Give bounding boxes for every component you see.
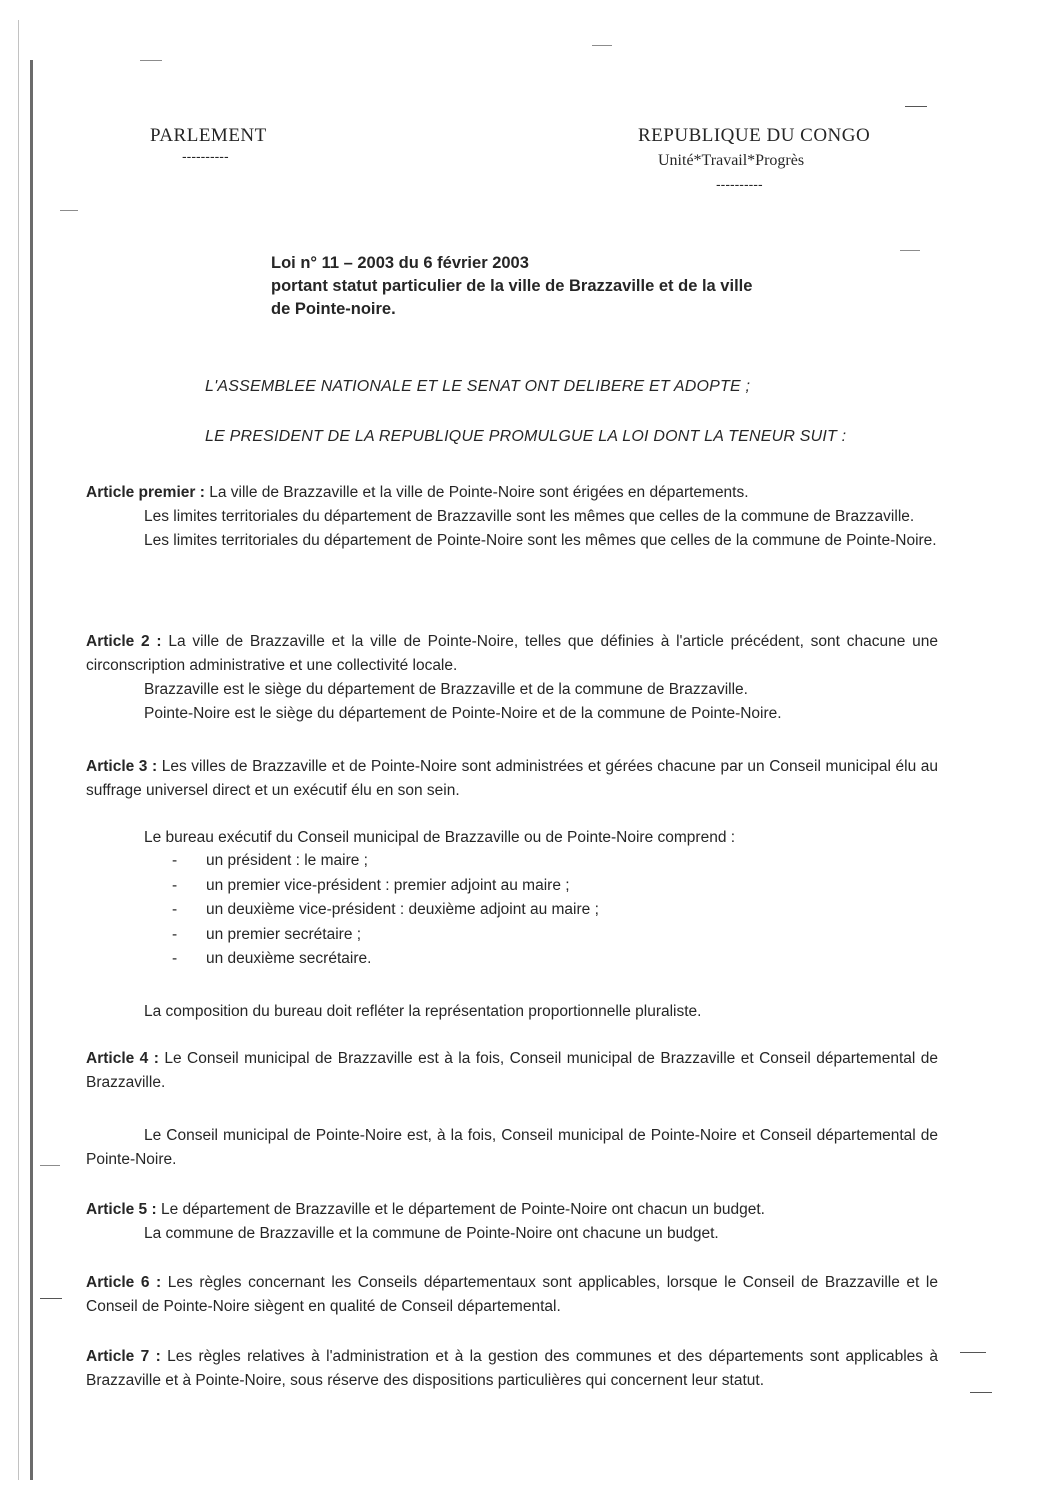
- list-item: - un premier vice-président : premier adjoint au maire ;: [172, 876, 570, 894]
- article-3-composition: [86, 1000, 938, 1024]
- article-6-heading: Article 6 :: [86, 1274, 162, 1291]
- article-3-heading: Article 3 :: [86, 758, 158, 775]
- article-7: [86, 1345, 938, 1393]
- article-4-text: Le Conseil municipal de Brazzaville est à la fois, Conseil municipal de Brazzaville et Conseil départemental de Brazzaville.: [86, 1050, 939, 1091]
- scan-artifact: [900, 250, 920, 251]
- scan-artifact: [960, 1352, 986, 1353]
- article-1-paragraph-2: Les limites territoriales du département de Brazzaville sont les mêmes que celles de la commune de Brazzaville.: [144, 508, 915, 525]
- parliament-title: PARLEMENT: [150, 125, 267, 146]
- article-3: [86, 755, 938, 803]
- article-2-text: La ville de Brazzaville et la ville de Pointe-Noire, telles que définies à l'article précédent, sont chacune une circonscription administrative et une collectivité locale.: [86, 633, 938, 674]
- article-4: [86, 1047, 938, 1095]
- list-item: - un deuxième secrétaire.: [172, 950, 372, 967]
- article-5-heading: Article 5 :: [86, 1201, 157, 1218]
- article-1-paragraph-3: Les limites territoriales du département de Pointe-Noire sont les mêmes que celles de la commune de Pointe-Noire.: [144, 532, 937, 549]
- national-motto: Unité*Travail*Progrès: [658, 152, 805, 169]
- article-2-paragraph-2: Brazzaville est le siège du département de Brazzaville et de la commune de Brazzaville.: [144, 681, 748, 698]
- article-6: [86, 1271, 938, 1319]
- scan-edge-line: [18, 20, 19, 1480]
- article-5-paragraph-2: La commune de Brazzaville et la commune de Pointe-Noire ont chacune un budget.: [144, 1225, 719, 1242]
- assembly-declaration: L'ASSEMBLEE NATIONALE ET LE SENAT ONT DELIBERE ET ADOPTE ;: [205, 378, 751, 395]
- scan-artifact: [40, 1298, 62, 1299]
- list-item: - un président : le maire ;: [172, 852, 368, 869]
- header-right-dashes: ----------: [716, 176, 763, 192]
- law-title-line-2: portant statut particulier de la ville de Brazzaville et de la ville: [271, 277, 753, 295]
- article-4-paragraph-2: Le Conseil municipal de Pointe-Noire est, à la fois, Conseil municipal de Pointe-Noire et Conseil départemental de Pointe-Noire.: [86, 1127, 938, 1168]
- article-3-bureau: [86, 826, 938, 850]
- president-declaration: LE PRESIDENT DE LA REPUBLIQUE PROMULGUE LA LOI DONT LA TENEUR SUIT :: [205, 428, 847, 445]
- article-3-text: Les villes de Brazzaville et de Pointe-Noire sont administrées et gérées chacune par un Conseil municipal élu au suffrage universel direct et un exécutif élu en son sein.: [86, 758, 939, 799]
- article-2: [86, 630, 938, 726]
- article-7-heading: Article 7 :: [86, 1348, 161, 1365]
- scan-artifact: [40, 1165, 60, 1166]
- scan-artifact: [970, 1392, 992, 1393]
- binding-edge-line: [30, 60, 33, 1480]
- republic-title: REPUBLIQUE DU CONGO: [638, 125, 871, 146]
- article-1-text: La ville de Brazzaville et la ville de Pointe-Noire sont érigées en départements.: [204, 484, 749, 501]
- article-1: [86, 481, 938, 553]
- law-title: [271, 252, 831, 321]
- article-3-paragraph-2: Le bureau exécutif du Conseil municipal de Brazzaville ou de Pointe-Noire comprend :: [144, 829, 736, 846]
- law-title-line-1: Loi n° 11 – 2003 du 6 février 2003: [271, 254, 529, 272]
- scan-artifact: [60, 210, 78, 211]
- law-title-line-3: de Pointe-noire.: [271, 300, 396, 318]
- scan-artifact: [592, 45, 612, 46]
- article-5-text: Le département de Brazzaville et le département de Pointe-Noire ont chacun un budget.: [156, 1201, 765, 1218]
- article-1-heading: Article premier :: [86, 484, 205, 501]
- article-4-part-2: [86, 1124, 938, 1172]
- article-4-heading: Article 4 :: [86, 1050, 159, 1067]
- article-2-paragraph-3: Pointe-Noire est le siège du département de Pointe-Noire et de la commune de Pointe-Noire.: [144, 705, 782, 722]
- scan-artifact: [905, 106, 927, 107]
- article-3-paragraph-3: La composition du bureau doit refléter la représentation proportionnelle pluraliste.: [144, 1003, 702, 1020]
- article-6-text: Les règles concernant les Conseils départementaux sont applicables, lorsque le Conseil de Brazzaville et le Conseil de Pointe-Noire siègent en qualité de Conseil départemental.: [86, 1274, 938, 1315]
- scan-artifact: [140, 60, 162, 61]
- article-5: [86, 1198, 938, 1246]
- bureau-member-list: [172, 849, 599, 972]
- header-left-dashes: ----------: [182, 148, 229, 164]
- article-7-text: Les règles relatives à l'administration et à la gestion des communes et des départements sont applicables à Brazzaville et à Pointe-Noire, sous réserve des dispositions particulières qui concernent leur statut.: [86, 1348, 938, 1389]
- article-2-heading: Article 2 :: [86, 633, 162, 650]
- list-item: - un premier secrétaire ;: [172, 925, 362, 943]
- list-item: - un deuxième vice-président : deuxième adjoint au maire ;: [172, 901, 599, 918]
